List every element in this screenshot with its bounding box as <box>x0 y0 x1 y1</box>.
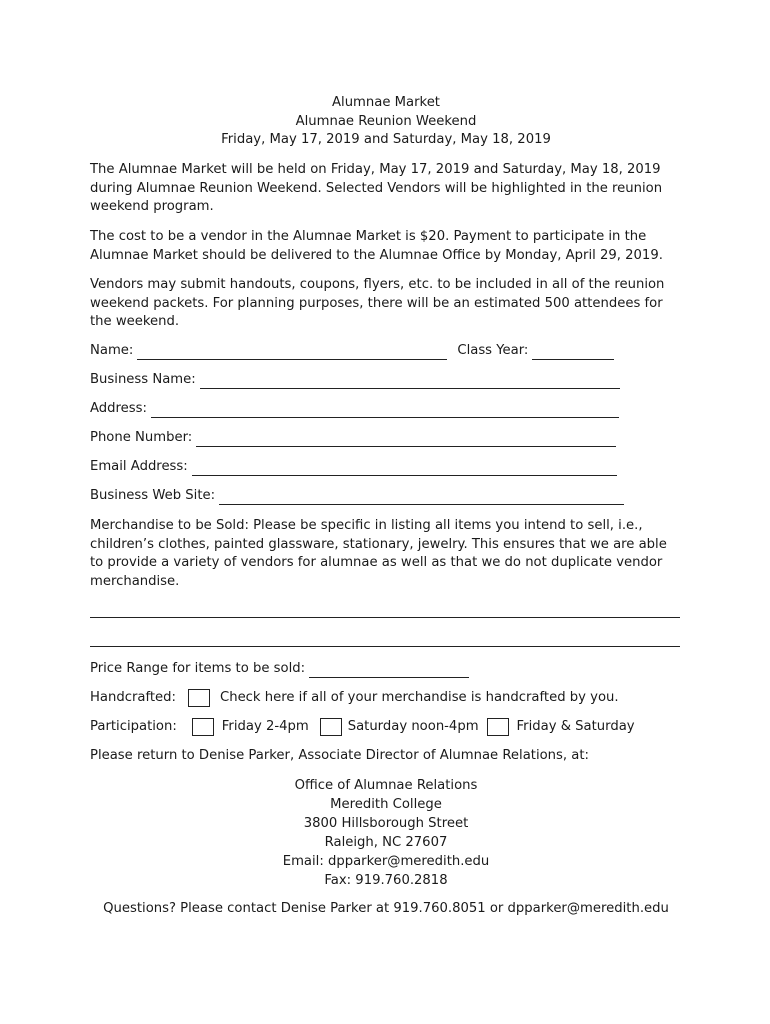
questions-footer: Questions? Please contact Denise Parker at 919.760.8051 or dpparker@meredith.edu <box>103 901 669 916</box>
contact-fax: Fax: 919.760.2818 <box>324 873 448 888</box>
header-dates: Friday, May 17, 2019 and Saturday, May 18, 2019 <box>221 132 551 147</box>
price-range-label: Price Range for items to be sold: <box>90 660 306 676</box>
contact-email: Email: dpparker@meredith.edu <box>282 854 490 869</box>
college-name: Meredith College <box>330 797 442 812</box>
merchandise-instructions: Merchandise to be Sold: Please be specific in listing all items you intend to sell, i.e., children’s clothes, painted glassware, stationary, jewelry. This ensures that we are able to provide a variety of vendors for alumnae as well as that we do not duplicate vendor merchandise. <box>90 518 667 589</box>
document-header <box>90 94 682 150</box>
handcrafted-text: Check here if all of your merchandise is handcrafted by you. <box>220 689 619 705</box>
name-field[interactable] <box>137 345 447 360</box>
name-label: Name: <box>90 342 134 358</box>
address-field[interactable] <box>151 403 619 418</box>
email-field[interactable] <box>192 461 617 476</box>
handcrafted-row <box>90 687 619 709</box>
office-name: Office of Alumnae Relations <box>294 778 478 793</box>
street-address: 3800 Hillsborough Street <box>303 816 469 831</box>
cost-paragraph: The cost to be a vendor in the Alumnae Market is $20. Payment to participate in the Alumnae Market should be delivered to the Alumnae Office by Monday, April 29, 2019. <box>90 229 663 263</box>
participation-label: Participation: <box>90 718 177 734</box>
price-range-row <box>90 658 469 678</box>
handcrafted-checkbox[interactable] <box>188 689 210 707</box>
website-label: Business Web Site: <box>90 487 216 503</box>
header-title: Alumnae Market <box>332 95 440 110</box>
class-year-label: Class Year: <box>457 342 529 358</box>
website-field[interactable] <box>219 490 624 505</box>
address-label: Address: <box>90 400 147 416</box>
both-days-option-label: Friday & Saturday <box>516 718 635 734</box>
saturday-option-label: Saturday noon-4pm <box>347 718 479 734</box>
intro-paragraph: The Alumnae Market will be held on Friday, May 17, 2019 and Saturday, May 18, 2019 during Alumnae Reunion Weekend. Selected Vendors will be highlighted in the reunion weekend program. <box>90 162 663 214</box>
email-row <box>90 456 617 476</box>
city-state-zip: Raleigh, NC 27607 <box>324 835 448 850</box>
phone-label: Phone Number: <box>90 429 193 445</box>
website-row <box>90 485 624 505</box>
class-year-field[interactable] <box>532 345 614 360</box>
friday-option-label: Friday 2-4pm <box>221 718 309 734</box>
price-range-field[interactable] <box>309 663 469 678</box>
return-address <box>90 776 682 890</box>
business-name-label: Business Name: <box>90 371 196 387</box>
participation-row <box>90 716 635 738</box>
return-intro: Please return to Denise Parker, Associate Director of Alumnae Relations, at: <box>90 748 589 763</box>
handcrafted-label: Handcrafted: <box>90 689 176 705</box>
friday-checkbox[interactable] <box>192 718 214 736</box>
merchandise-line-2[interactable] <box>90 633 680 647</box>
business-name-field[interactable] <box>200 374 620 389</box>
header-subtitle: Alumnae Reunion Weekend <box>295 113 477 129</box>
saturday-checkbox[interactable] <box>320 718 342 736</box>
email-label: Email Address: <box>90 458 188 474</box>
merchandise-line-1[interactable] <box>90 604 680 618</box>
phone-field[interactable] <box>196 432 616 447</box>
address-row <box>90 398 619 418</box>
name-row <box>90 340 614 360</box>
both-days-checkbox[interactable] <box>487 718 509 736</box>
phone-row <box>90 427 616 447</box>
business-name-row <box>90 369 620 389</box>
handouts-paragraph: Vendors may submit handouts, coupons, flyers, etc. to be included in all of the reunion weekend packets. For planning purposes, there will be an estimated 500 attendees for the weekend. <box>90 277 665 329</box>
